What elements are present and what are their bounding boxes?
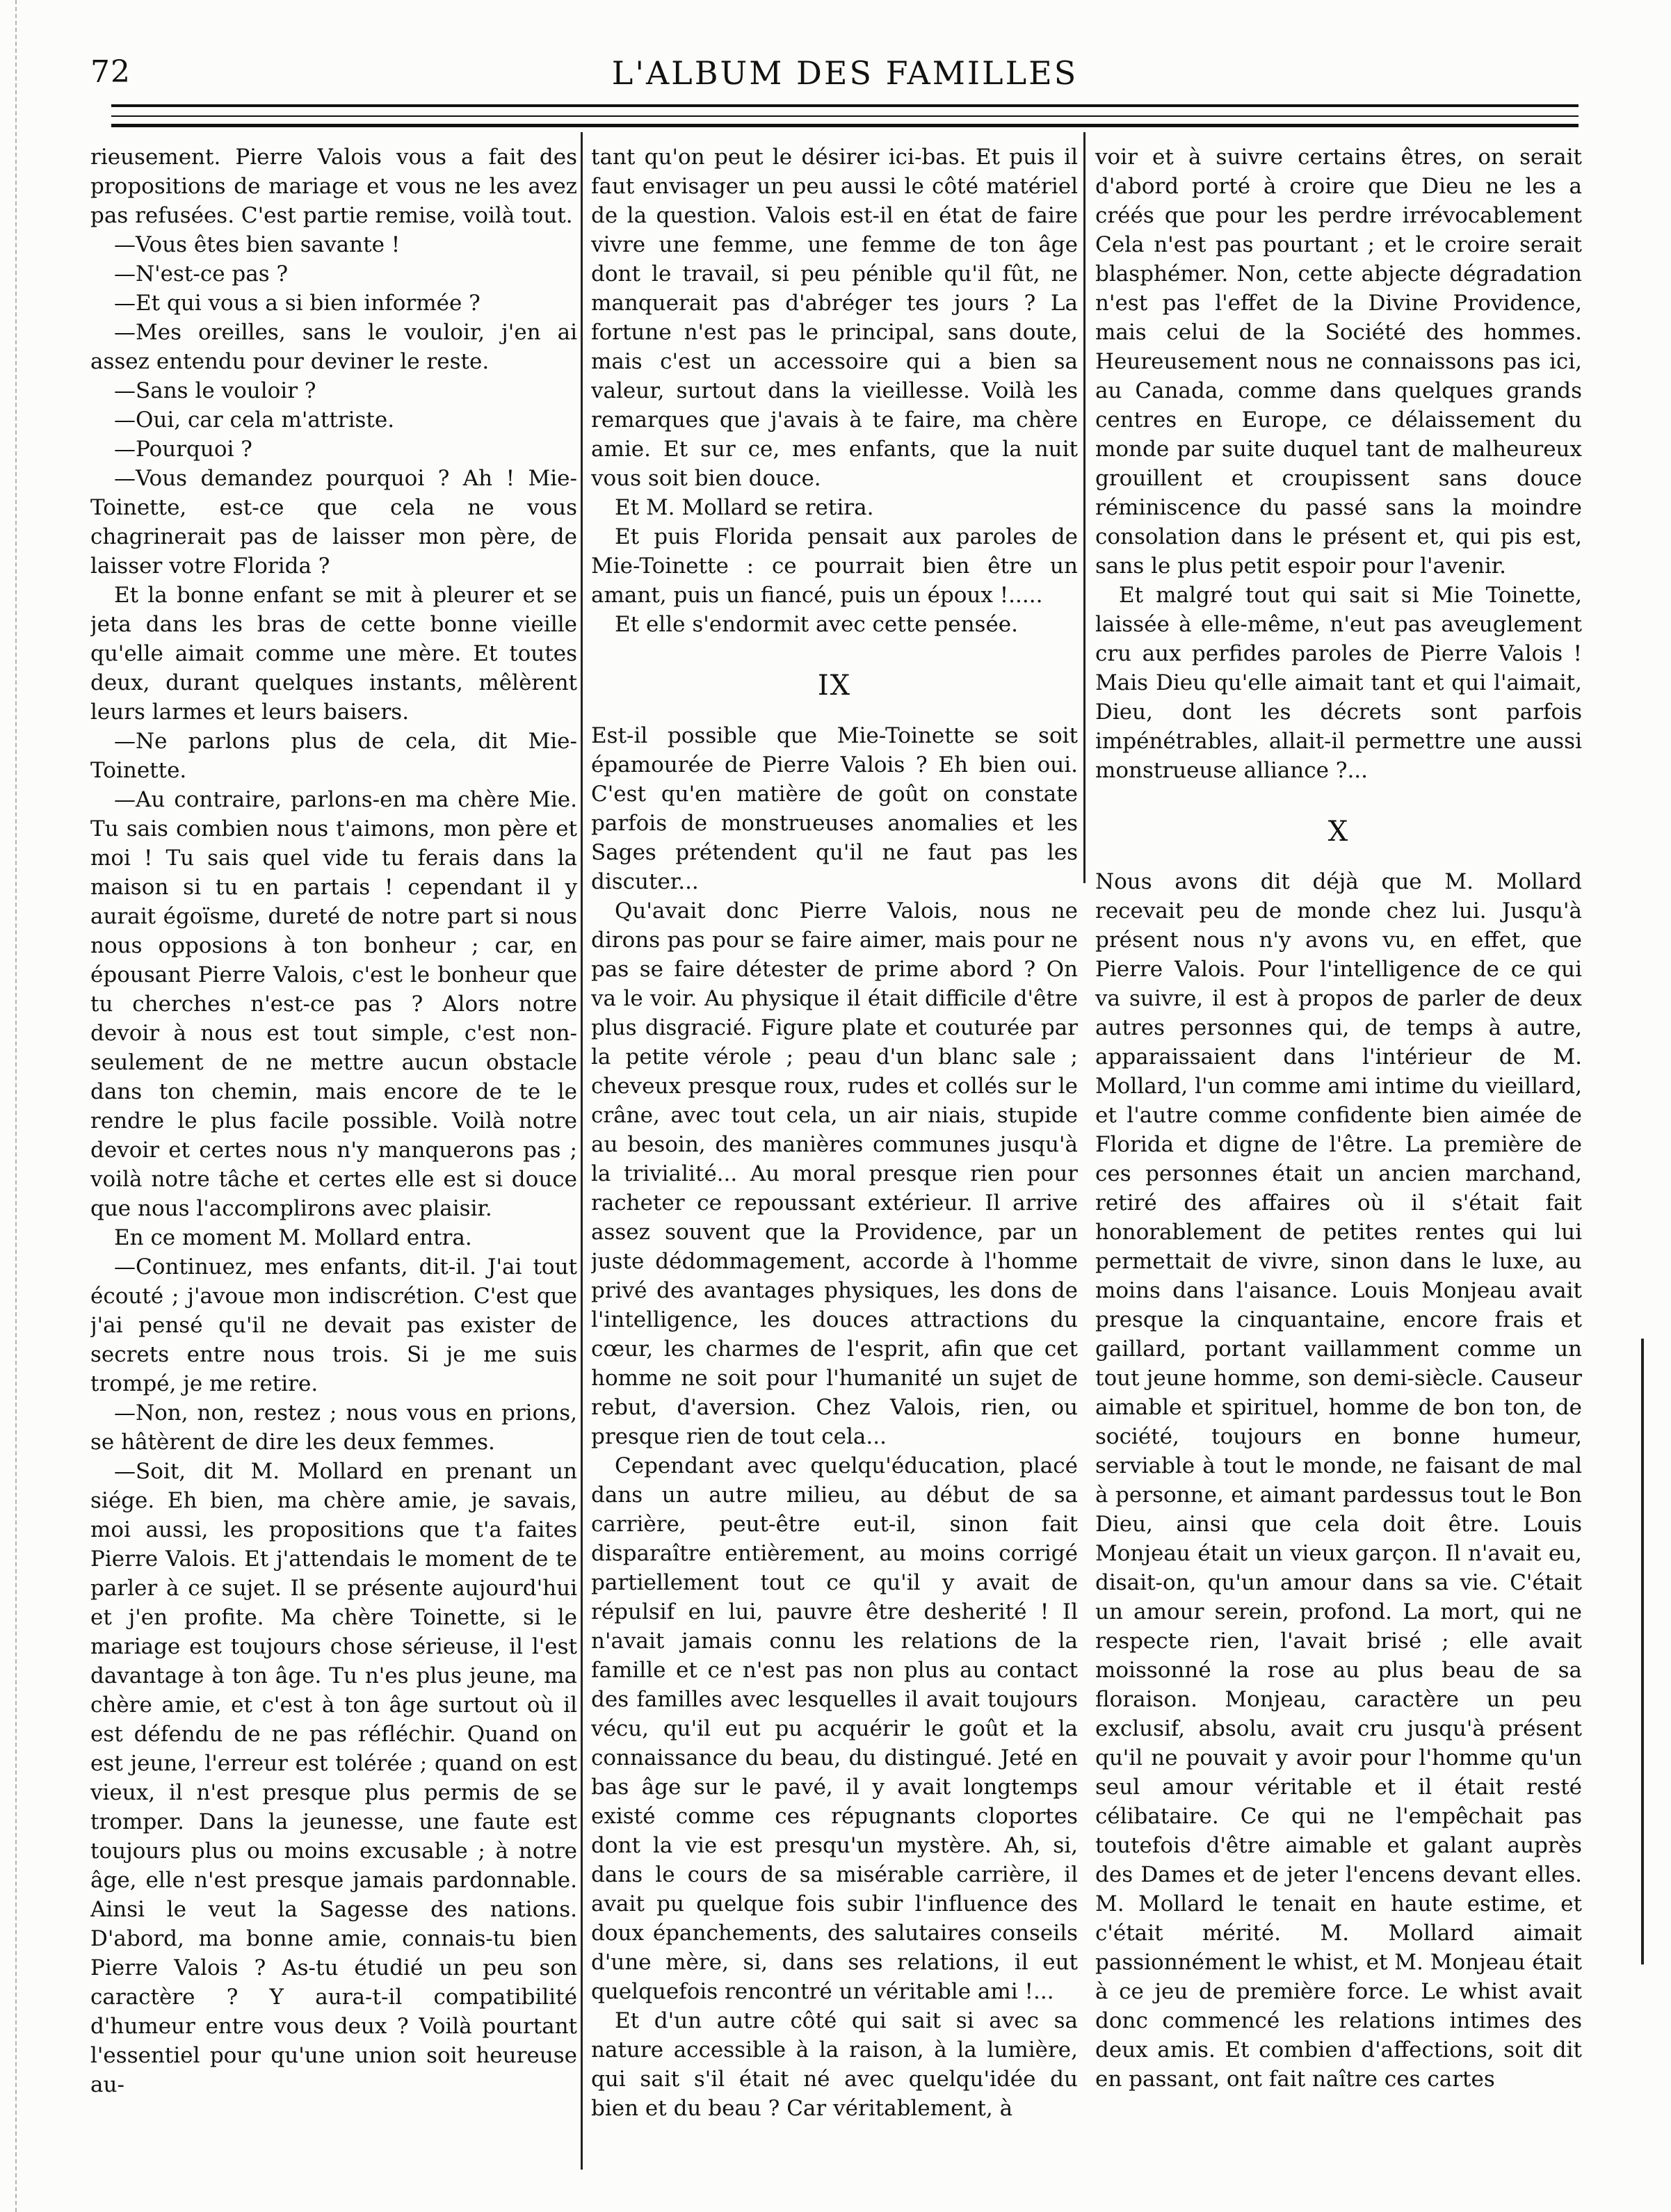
paragraph: —Soit, dit M. Mollard en prenant un siége. Eh bien, ma chère amie, je savais, moi aussi, les propositions que t'a faites Pierre Valois. Et j'attendais le moment de te parler à ce sujet. Il se présente aujourd'hui et j'en profite. Ma chère Toinette, si le mariage est toujours chose sérieuse, il l'est davantage à ton âge. Tu n'es plus jeune, ma chère amie, et c'est à ton âge surtout où il est défendu de ne pas réfléchir. Quand on est jeune, l'erreur est tolérée ; quand on est vieux, il n'est presque plus permis de se tromper. Dans la jeunesse, une faute est toujours plus ou moins excusable ; à notre âge, elle n'est presque jamais pardonnable. Ainsi le veut la Sagesse des nations. D'abord, ma bonne amie, connais-tu bien Pierre Valois ? As-tu étudié un peu son caractère ? Y aura-t-il compatibilité d'humeur entre vous deux ? Voilà pourtant l'essentiel pour qu'une union soit heureuse au- [90,1459,577,2097]
paragraph: —Vous demandez pourquoi ? Ah ! Mie-Toinette, est-ce que cela ne vous chagrinerait pas de laisser mon père, de laisser votre Florida ? [90,466,577,579]
chapter-heading-x: X [1327,816,1350,848]
column-2-body-before [591,143,1078,639]
page-header [90,54,1599,103]
paragraph: voir et à suivre certains êtres, on serait d'abord porté à croire que Dieu ne les a créés que pour les perdre irrévocablement Cela n'est pas pourtant ; et le croire serait blasphémer. Non, cette abjecte dégradation n'est pas l'effet de la Divine Providence, mais celui de la Société des hommes. Heureusement nous ne connaissons pas ici, au Canada, comme dans quelques grands centres en Europe, ce délaissement du monde par suite duquel tant de malheureux grouillent et croupissent sans douce réminiscence du passé sans la moindre consolation dans le présent et, qui pis est, sans le plus petit espoir pour l'avenir. [1095,145,1582,579]
text-column-1 [90,143,577,2180]
column-2-body-after [591,721,1078,2123]
paragraph: Et puis Florida pensait aux paroles de Mie-Toinette : ce pourrait bien être un amant, puis un fiancé, puis un époux !..... [591,524,1078,608]
paragraph: —Sans le vouloir ? [114,378,316,403]
chapter-heading-ix: IX [817,670,852,702]
paragraph: Cependant avec quelqu'éducation, placé dans un autre milieu, au début de sa carrière, peut-être eut-il, sinon fait disparaître entièrement, au moins corrigé partiellement tout ce qu'il y avait de répulsif en lui, pauvre être desherité ! Il n'avait jamais connu les relations de la famille et ce n'est pas non plus au contact des familles avec lesquelles il avait toujours vécu, qu'il eut pu acquérir le goût et la connaissance du beau, du distingué. Jeté en bas âge sur le pavé, il y avait longtemps existé comme ces répugnants cloportes dont la vie est presqu'un mystère. Ah, si, dans le cours de sa misérable carrière, il avait pu quelque fois subir l'influence des doux épanchements, des salutaires conseils d'une mère, si, dans ses relations, il eut quelquefois rencontré un véritable ami !... [591,1453,1078,2004]
header-rule [111,115,1579,117]
paragraph: —Pourquoi ? [114,437,252,462]
column-3-body-before [1095,143,1582,785]
margin-bar [1641,1339,1644,1964]
header-rule [111,104,1579,107]
paragraph: —Non, non, restez ; nous vous en prions, se hâtèrent de dire les deux femmes. [90,1400,577,1455]
paragraph: —Continuez, mes enfants, dit-il. J'ai tout écouté ; j'avoue mon indiscrétion. C'est que j'ai pensé qu'il ne devait pas exister de secrets entre nous trois. Si je me suis trompé, je me retire. [90,1254,577,1396]
paragraph: —Oui, car cela m'attriste. [114,407,395,433]
journal-title: L'ALBUM DES FAMILLES [611,54,1079,92]
paragraph: —Mes oreilles, sans le vouloir, j'en ai assez entendu pour deviner le reste. [90,320,577,374]
paragraph: Et malgré tout qui sait si Mie Toinette, laissée à elle-même, n'eut pas aveuglement cru aux perfides paroles de Pierre Valois ! Mais Dieu qu'elle aimait tant et qui l'aimait, Dieu, dont les décrets sont parfois impénétrables, allait-il permettre une aussi monstrueuse alliance ?... [1095,583,1582,783]
text-column-3 [1095,143,1582,2180]
header-rule [111,124,1579,127]
paragraph: Et la bonne enfant se mit à pleurer et se jeta dans les bras de cette bonne vieille qu'elle aimait comme une mère. Et toutes deux, durant quelques instants, mêlèrent leurs larmes et leurs baisers. [90,583,577,725]
paragraph: En ce moment M. Mollard entra. [114,1225,472,1250]
paragraph: —Ne parlons plus de cela, dit Mie-Toinette. [90,729,577,783]
paragraph: Qu'avait donc Pierre Valois, nous ne dirons pas pour se faire aimer, mais pour ne pas se faire détester de prime abord ? On va le voir. Au physique il était difficile d'être plus disgracié. Figure plate et couturée par la petite vérole ; peau d'un blanc sale ; cheveux presque roux, rudes et collés sur le crâne, avec tout cela, un air niais, stupide au besoin, des manières communes jusqu'à la trivialité... Au moral presque rien pour racheter ce repoussant extérieur. Il arrive assez souvent que la Providence, par un juste dédommagement, accorde à l'homme privé des avantages physiques, les dons de l'intelligence, les douces attractions du cœur, les charmes de l'esprit, afin que cet homme ne soit pour l'humanité un sujet de rebut, d'aversion. Chez Valois, rien, ou presque rien de tout cela... [591,898,1078,1449]
paragraph: Et d'un autre côté qui sait si avec sa nature accessible à la raison, à la lumière, qui sait s'il était né avec quelqu'idée du bien et du beau ? Car véritablement, à [591,2008,1078,2121]
text-column-2 [591,143,1078,2180]
page-number: 72 [90,54,131,90]
column-separator [1083,132,1085,883]
column-separator [581,132,583,2170]
paragraph: —Vous êtes bien savante ! [114,232,401,257]
column-1-body [90,143,577,2099]
paragraph: —Et qui vous a si bien informée ? [114,291,481,316]
paragraph: Et M. Mollard se retira. [615,495,874,520]
paragraph: Est-il possible que Mie-Toinette se soit épamourée de Pierre Valois ? Eh bien oui. C'est qu'en matière de goût on constate parfois de monstrueuses anomalies et les Sages prétendent qu'il ne faut pas les discuter... [591,723,1078,894]
paragraph: —N'est-ce pas ? [114,261,289,286]
paragraph: —Au contraire, parlons-en ma chère Mie. Tu sais combien nous t'aimons, mon père et moi ! Tu sais quel vide tu ferais dans la maison si tu en partais ! cependant il y aurait égoïsme, dureté de notre part si nous nous opposions à ton bonheur ; car, en épousant Pierre Valois, c'est le bonheur que tu cherches n'est-ce pas ? Alors notre devoir à nous est tout simple, c'est non-seulement de ne mettre aucun obstacle dans ton chemin, mais encore de te le rendre le plus facile possible. Voilà notre devoir et certes nous n'y manquerons pas ; voilà notre tâche et certes elle est si douce que nous l'accomplirons avec plaisir. [90,787,577,1221]
page-edge-marks [15,0,24,2212]
paragraph: tant qu'on peut le désirer ici-bas. Et puis il faut envisager un peu aussi le côté matériel de la question. Valois est-il en état de faire vivre une femme, une femme de ton âge dont le travail, si peu pénible qu'il fût, ne manquerait pas d'abréger tes jours ? La fortune n'est pas le principal, sans doute, mais c'est un accessoire qui a bien sa valeur, surtout dans la vieillesse. Voilà les remarques que j'avais à te faire, ma chère amie. Et sur ce, mes enfants, que la nuit vous soit bien douce. [591,145,1078,491]
paragraph: Nous avons dit déjà que M. Mollard recevait peu de monde chez lui. Jusqu'à présent nous n'y avons vu, en effet, que Pierre Valois. Pour l'intelligence de ce qui va suivre, il est à propos de parler de deux autres personnes qui, de temps à autre, apparaissaient dans l'intérieur de M. Mollard, l'un comme ami intime du vieillard, et l'autre comme confidente bien aimée de Florida et digne de l'être. La première de ces personnes était un ancien marchand, retiré des affaires où il s'était fait honorablement de petites rentes qui lui permettait de vivre, sinon dans le luxe, au moins dans l'aisance. Louis Monjeau avait presque la cinquantaine, encore frais et gaillard, portant vaillamment comme un tout jeune homme, son demi-siècle. Causeur aimable et spirituel, homme de bon ton, de société, toujours en bonne humeur, serviable à tout le monde, ne faisant de mal à personne, et aimant pardessus tout le Bon Dieu, ainsi que cela doit être. Louis Monjeau était un vieux garçon. Il n'avait eu, disait-on, qu'un amour dans sa vie. C'était un amour serein, profond. La mort, qui ne respecte rien, l'avait brisé ; elle avait moissonné la rose au plus beau de sa floraison. Monjeau, caractère un peu exclusif, absolu, avait cru jusqu'à présent qu'il ne pouvait y avoir pour l'homme qu'un seul amour véritable et il était resté célibataire. Ce qui ne l'empêchait pas toutefois d'être aimable et galant auprès des Dames et de jeter l'encens devant elles. M. Mollard le tenait en haute estime, et c'était mérité. M. Mollard aimait passionnément le whist, et M. Monjeau était à ce jeu de première force. Le whist avait donc commencé les relations intimes des deux amis. Et combien d'affections, soit dit en passant, ont fait naître ces cartes [1095,869,1582,2092]
paragraph: Et elle s'endormit avec cette pensée. [615,612,1018,637]
paragraph: rieusement. Pierre Valois vous a fait des propositions de mariage et vous ne les avez pas refusées. C'est partie remise, voilà tout. [90,145,577,228]
column-3-body-after [1095,867,1582,2094]
